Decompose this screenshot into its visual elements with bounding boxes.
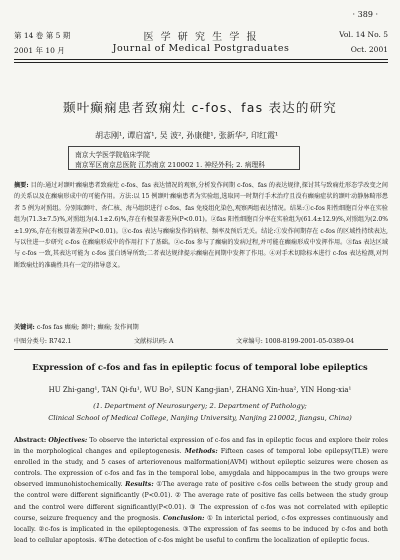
journal-header (14, 26, 388, 62)
doc-code-value: A (169, 338, 174, 345)
authors-en: HU Zhi-gang¹, TAN Qi-fu¹, WU Bo², SUN Kang-jian¹, ZHANG Xin-hua², YIN Hong-xia¹ (48, 386, 352, 394)
results-label: Results: (125, 481, 154, 489)
article-title-en: Expression of c-fos and fas in epileptic focus of temporal lobe epileptics (32, 362, 368, 372)
journal-title-cn: 医 学 研 究 生 学 报 (143, 32, 259, 43)
affiliation-cn-line1: 南京大学医学院临床学院 (75, 151, 150, 159)
methods-text: Fifteen cases of temporal lobe epilepsy(TLE) were enrolled in the study, and 5 cases of arteriovenous malformation(AVM) without epileptic seizures were chosen as controls. The expression of c-fos and fas in the temporal lobe, amygdala and hippocampus in the two groups were observed immunohistochemically. (14, 448, 388, 489)
article-title-cn: 颞叶癫痫患者致痫灶 c-fos、fas 表达的研究 (63, 100, 337, 115)
date-en: Oct. 2001 (350, 45, 388, 54)
volume-issue-en: Vol. 14 No. 5 (339, 30, 388, 39)
article-no-label: 文章编号: (236, 338, 263, 345)
keywords-label: 关键词: (14, 324, 35, 331)
conclusion-label: Conclusion: (162, 514, 205, 522)
authors-cn: 胡志刚¹, 谭启富¹, 吴 波², 孙康健¹, 张新华², 印红霞¹ (95, 131, 279, 140)
affiliation-en-line2: Clinical School of Medical College, Nanjing University, Nanjing 210002, Jiangsu, China) (48, 414, 352, 422)
abstract-en (14, 435, 388, 546)
section-divider (14, 349, 388, 350)
volume-issue-cn: 第 14 卷 第 5 期 (14, 31, 71, 40)
clc-label: 中图分类号: (14, 338, 48, 345)
abstract-cn-label: 摘要: (14, 182, 29, 189)
article-no-value: 1008-8199-2001-05-0389-04 (264, 338, 354, 345)
results-text: ①The average rate of positive c-fos cells between the study group and the control were different significantly (P<0.01). ② The average rate of positive fas cells between the study group and the control were different significantly(P<0.01). ③ The expression of c-fos was not correlated with epileptic course, seizure frequency and the prognosis. (14, 481, 388, 522)
doc-code-label: 文献标识码: (134, 338, 168, 345)
abstract-en-label: Abstract: (14, 437, 47, 444)
date-cn: 2001 年 10 月 (14, 46, 65, 55)
abstract-cn (14, 180, 388, 271)
methods-label: Methods: (184, 448, 218, 456)
objectives-text: To observe the interictal expression of c-fos and fas in epileptic focus and explore their roles in the morphological changes and epileptogenesis. (14, 437, 388, 456)
journal-title-en: Journal of Medical Postgraduates (112, 43, 290, 54)
clc-value: R742.1 (49, 338, 72, 345)
affiliation-box-cn (68, 146, 300, 170)
header-rule-thick (14, 59, 388, 60)
page-number: · 389 · (352, 10, 378, 19)
abstract-cn-text: 目的:通过对颞叶癫痫患者致痫灶 c-fos、fas 表达情况的观察,分析发作间期 c-fos、fas 的表达规律,探讨其与致痫灶形态学改变之间的关系以及在癫痫形成中的可能作用。方法:以 15 例颞叶癫痫患者为实验组,选取同一时期行手术治疗且没有癫痫症状的颞叶动静脉畸形患者 5 例为对照组。分别取颞叶、杏仁核、海马组织进行 c-fos、fas 免疫组化染色,观察两组表达情况。结果:①c-fos 阳性细胞百分率在实验组为(71.3±7.5)%,对照组为(4.1±2.6)%,存在有极显著差异(P<0.01)。②fas 阳性细胞百分率在实验组为(61.4±12.9)%,对照组为(2.0%±1.9)%,存在有极显著差异(P<0.01)。③c-fos 表达与癫痫发作的病程、频率及预后无关。结论:①发作间期存在 c-fos 的区域性持续表达,与以往进一步研究 c-fos 在癫痫形成中的作用打下了基础。②c-fos 参与了癫痫的发病过程,并可能在癫痫形成中发挥作用。③fas 表达区域与 c-fos 一致,其表达可能为 c-fos 蛋白诱导所致;二者表达规律提示癫痫在间期中发挥了作用。④对手术切除标本进行 c-fos 表达检测,对判断致痫灶的准确性具有一定的指导意义。 (14, 182, 388, 269)
header-rule-thin (14, 62, 388, 63)
keywords-row (14, 322, 139, 331)
keywords-text: c-fos fas 癫痫; 颞叶; 癫痫; 发作间期 (36, 324, 139, 331)
conclusion-text: ① In interictal period, c-fos expresses continuously and locally. ②c-fos is implicated in the epileptogenesis. ③The expression of fas seems to be induced by c-fos and both lead to cellular apoptosis. ④The detection of c-fos might be useful to confirm the localization of epileptic focus. (14, 514, 388, 544)
objectives-label: Objectives: (48, 437, 88, 444)
affiliation-cn-line2: 南京军区南京总医院 江苏南京 210002 1. 神经外科; 2. 病理科 (75, 161, 266, 169)
affiliation-en-line1: (1. Department of Neurosurgery; 2. Department of Pathology; (93, 402, 307, 410)
